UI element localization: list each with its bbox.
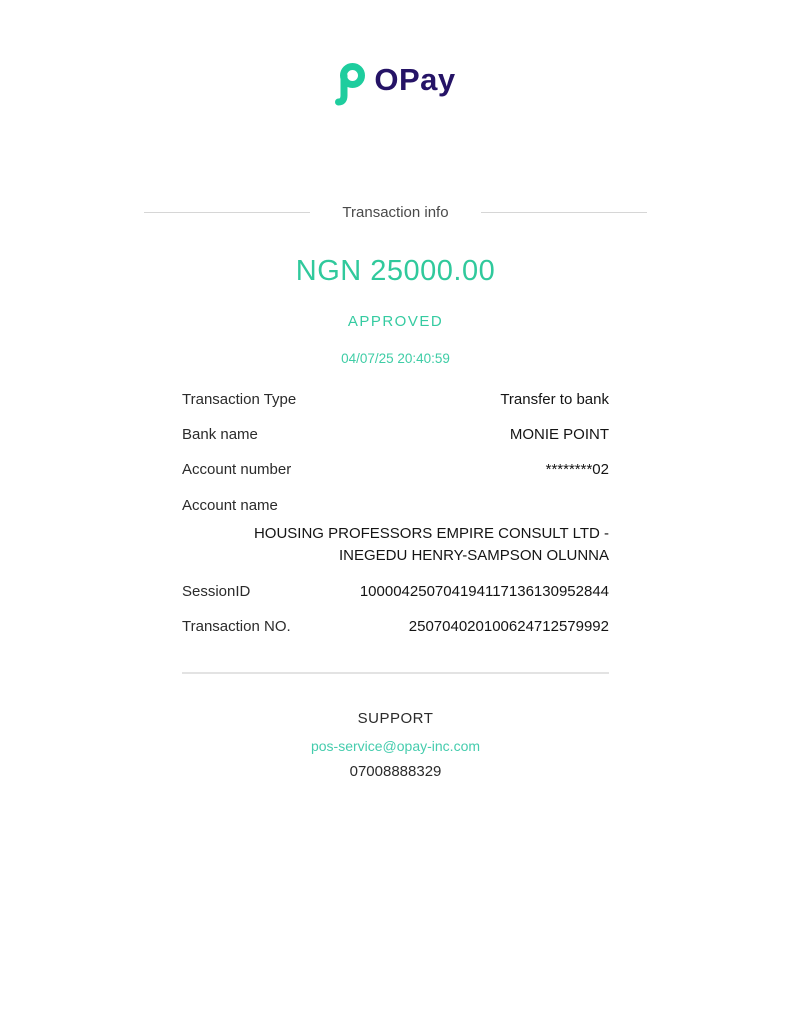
section-title: Transaction info — [342, 204, 449, 221]
detail-value: ********02 — [545, 461, 609, 478]
opay-logo — [0, 0, 791, 104]
detail-row-account-name — [182, 497, 609, 567]
detail-value: 250704020100624712579992 — [408, 618, 609, 635]
opay-p-icon — [335, 60, 365, 111]
detail-label: Account number — [182, 461, 292, 478]
header-line-right — [481, 212, 647, 213]
opay-wordmark: OPay — [374, 62, 456, 97]
detail-row-transaction-type — [182, 392, 609, 408]
detail-label: Account name — [182, 497, 278, 514]
account-name-line: INEGEDU HENRY-SAMPSON OLUNNA — [338, 547, 609, 564]
detail-row-transaction-no — [182, 619, 609, 635]
transaction-details — [182, 392, 609, 635]
detail-label: Transaction Type — [182, 391, 297, 408]
footer-divider — [182, 672, 609, 674]
status-text: APPROVED — [347, 313, 444, 330]
detail-row-bank-name — [182, 427, 609, 443]
detail-value: MONIE POINT — [509, 426, 609, 443]
transaction-datetime: 04/07/25 20:40:59 — [341, 351, 450, 366]
support-phone: 07008888329 — [349, 763, 442, 780]
detail-label: Bank name — [182, 426, 258, 443]
detail-value: 100004250704194117136130952844 — [359, 583, 609, 600]
header-line-left — [144, 212, 310, 213]
support-email — [0, 738, 791, 754]
detail-label: SessionID — [182, 583, 251, 600]
support-heading: SUPPORT — [357, 710, 434, 727]
detail-row-account-number — [182, 462, 609, 478]
support-email-link[interactable]: pos-service@opay-inc.com — [310, 738, 481, 754]
detail-label: Transaction NO. — [182, 618, 291, 635]
section-header — [0, 204, 791, 221]
detail-value: Transfer to bank — [500, 391, 609, 408]
detail-row-session-id — [182, 584, 609, 600]
transaction-amount: NGN 25000.00 — [295, 255, 496, 287]
account-name-line: HOUSING PROFESSORS EMPIRE CONSULT LTD - — [253, 525, 609, 542]
account-name-value — [182, 523, 609, 567]
